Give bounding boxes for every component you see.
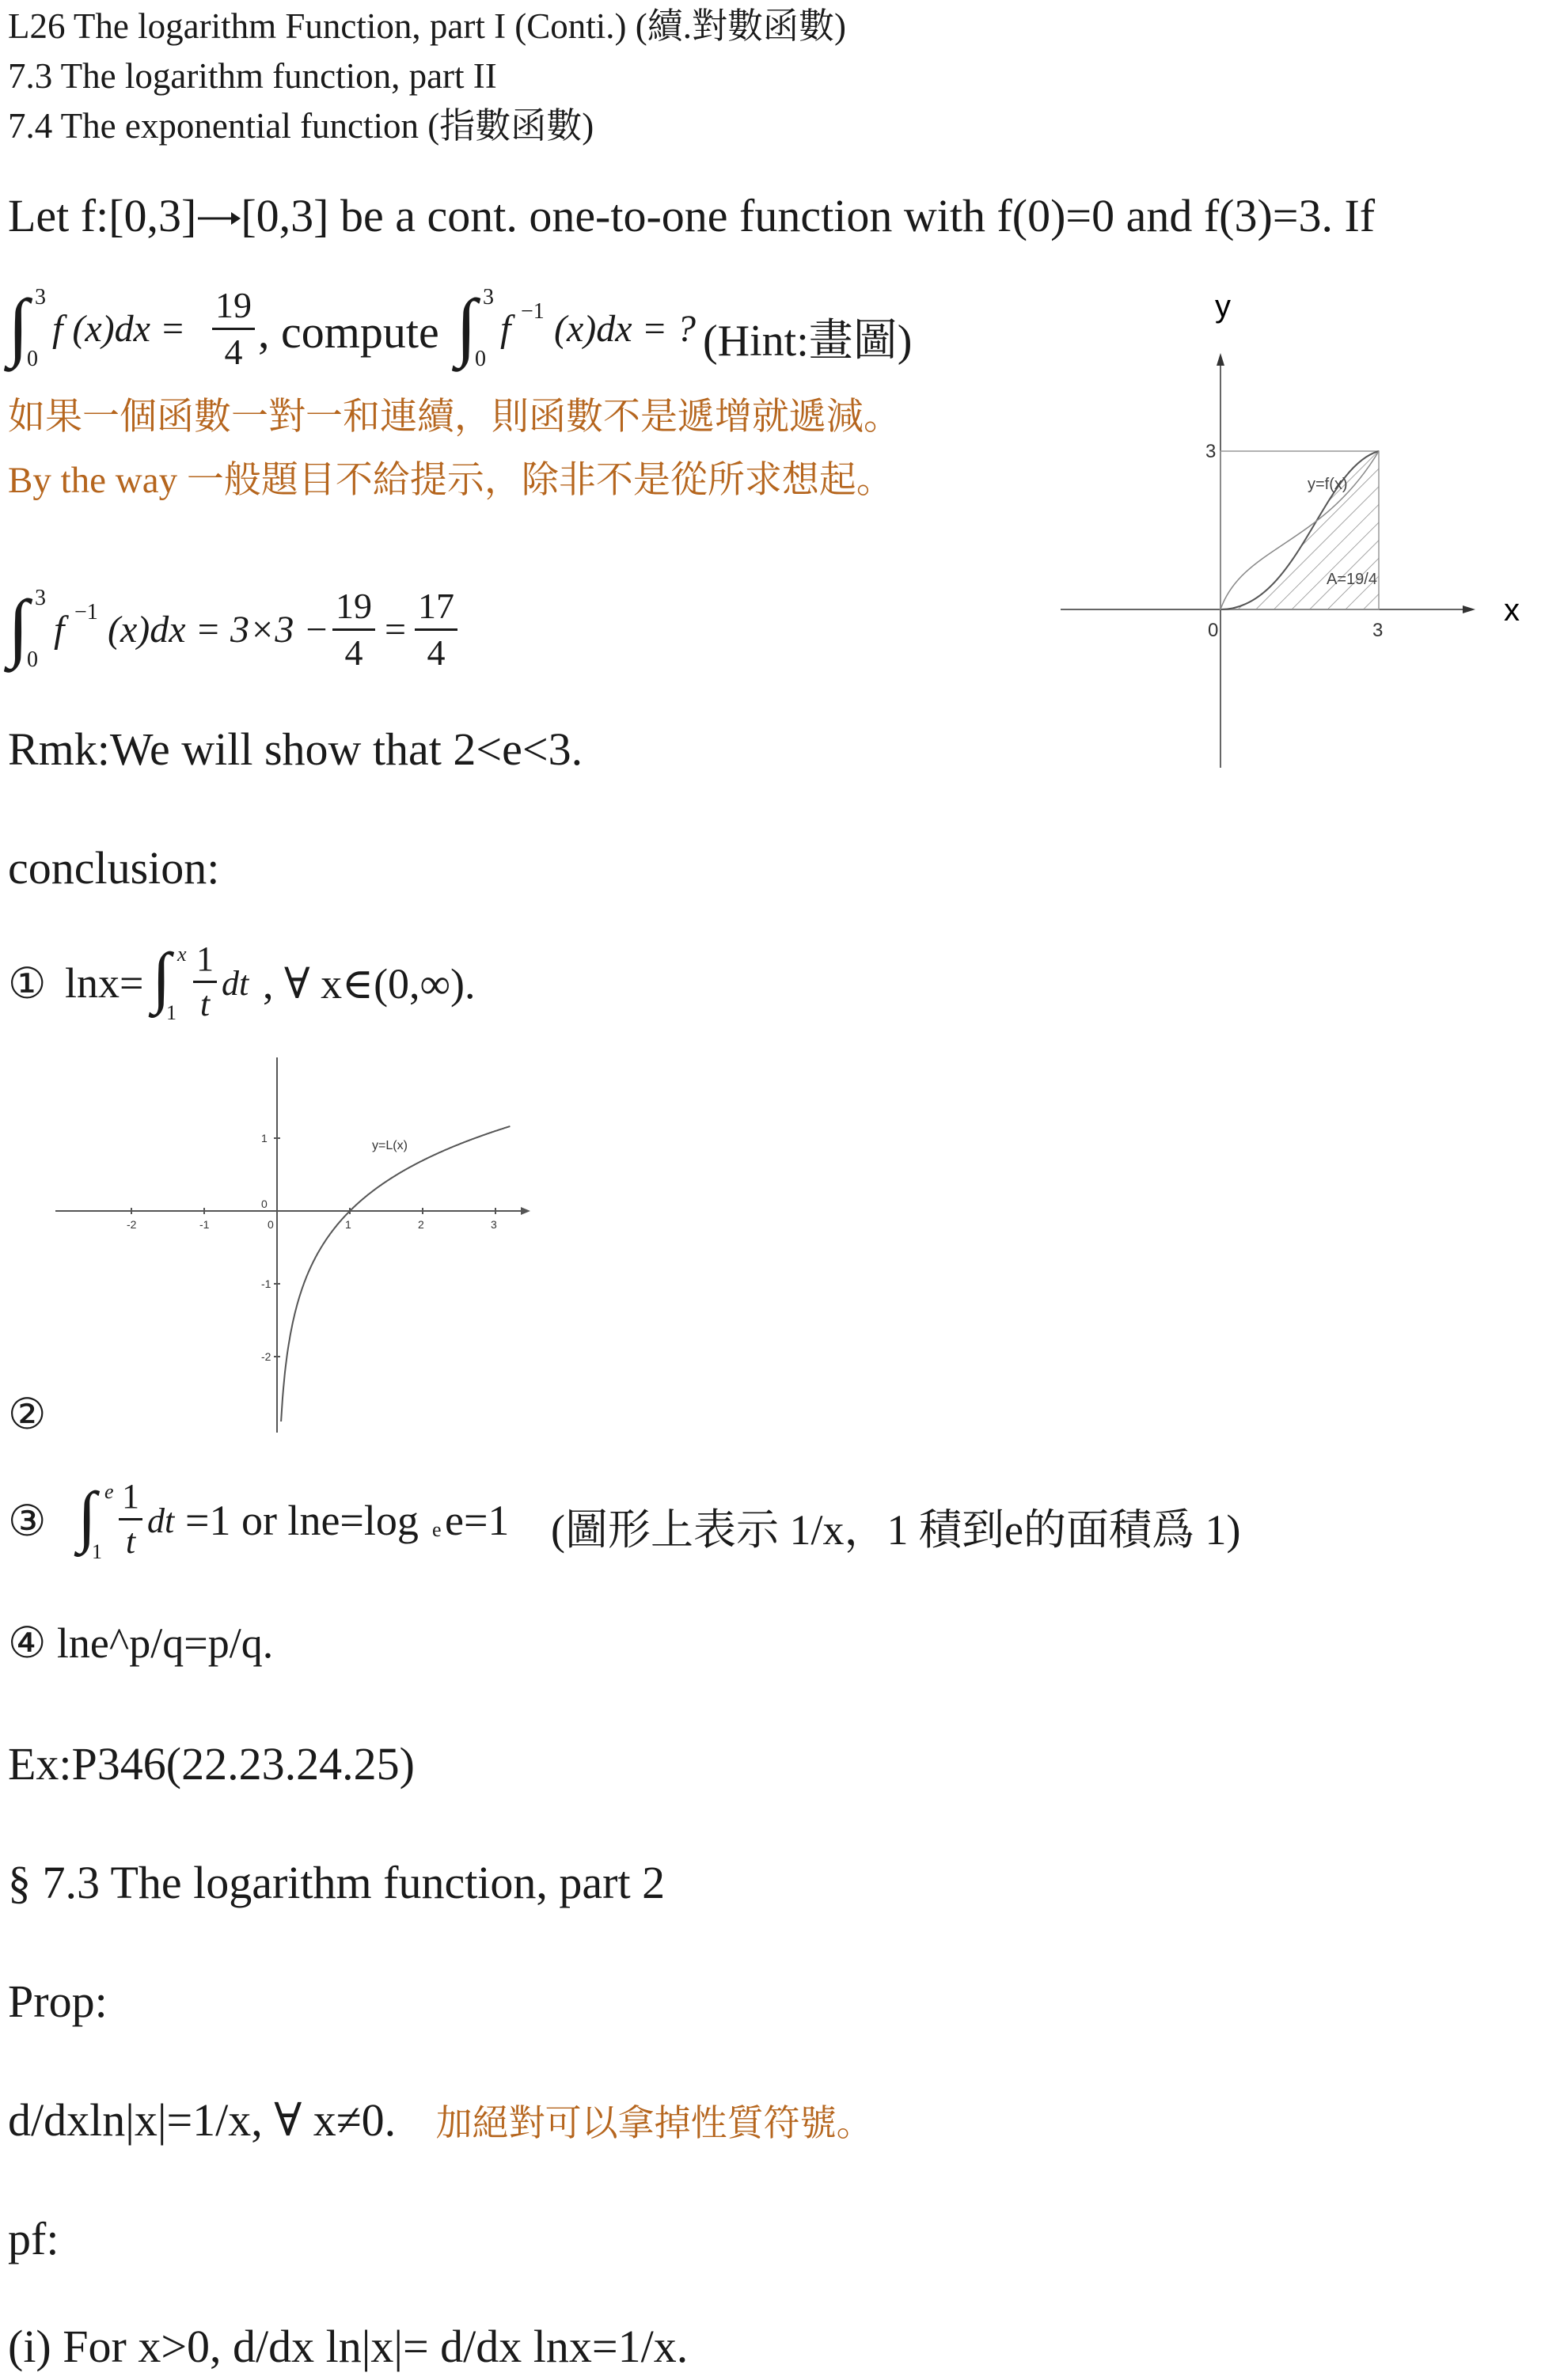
ln-curve <box>281 1126 510 1422</box>
graph1-axes <box>1061 353 1475 768</box>
y-tick-label: -2 <box>261 1350 271 1363</box>
item-3 <box>8 1474 1353 1577</box>
item3-denominator: t <box>125 1522 136 1561</box>
item3-lower-limit: 1 <box>92 1540 102 1563</box>
tick-x3-label: 3 <box>1372 620 1384 641</box>
sol-rest: (x)dx = 3×3 − <box>108 609 329 651</box>
integral-sign-icon: ∫ <box>8 283 29 368</box>
integral-upper-limit: 3 <box>35 285 46 309</box>
arrow-icon <box>196 185 241 241</box>
y-tick-label: 0 <box>261 1198 268 1210</box>
tick-y3-label: 3 <box>1205 441 1217 462</box>
prop-statement-row <box>8 2093 873 2151</box>
graph2-ticks <box>127 1132 497 1363</box>
item3-fraction <box>114 1475 147 1563</box>
item3-numerator: 1 <box>119 1475 142 1520</box>
y-tick-label: -1 <box>261 1277 271 1290</box>
problem-statement <box>8 188 1375 244</box>
eq2-inverse-sup: −1 <box>521 299 545 324</box>
item1-text: lnx= <box>65 959 144 1007</box>
section-heading: § 7.3 The logarithm function, part 2 <box>8 1857 666 1908</box>
sol-f: f <box>54 609 65 651</box>
marker-1: ① <box>8 960 47 1008</box>
sol-denominator-1: 4 <box>344 632 363 673</box>
x-tick-label: -1 <box>199 1218 210 1231</box>
x-axis-label: x <box>1504 593 1520 628</box>
sol-equals: = <box>385 609 407 651</box>
marker-2: ② <box>8 1391 47 1438</box>
item3-upper-limit: e <box>104 1480 114 1503</box>
ln-curve-label: y=L(x) <box>372 1139 408 1152</box>
header-line-2: 7.3 The logarithm function, part II <box>8 56 497 96</box>
item3-text-b: e=1 <box>445 1497 510 1544</box>
x-tick-label: 2 <box>418 1218 424 1231</box>
integral-lower-limit: 0 <box>27 347 38 371</box>
integral-sign-icon: ∫ <box>8 584 29 669</box>
eq1-lhs: f (x)dx = <box>52 308 186 350</box>
eq1-numerator: 19 <box>212 283 255 330</box>
integral-upper-limit: 3 <box>483 285 494 309</box>
x-tick-label: 0 <box>268 1218 274 1231</box>
header-line-3: 7.4 The exponential function (指數函數) <box>8 106 594 146</box>
item3-log-base: e <box>432 1518 442 1541</box>
conclusion-title: conclusion: <box>8 842 220 894</box>
item1-upper-limit: x <box>177 943 187 966</box>
x-tick-label: 3 <box>491 1218 497 1231</box>
sol-fraction-2 <box>410 584 462 675</box>
y-axis-arrow-icon <box>1217 353 1224 366</box>
sol-denominator-2: 4 <box>427 632 446 673</box>
integral-sign-icon: ∫ <box>78 1478 97 1554</box>
x-tick-label: -2 <box>127 1218 137 1231</box>
eq2-rest: (x)dx = ? <box>554 308 696 350</box>
item1-lower-limit: 1 <box>166 1001 177 1024</box>
origin-label: 0 <box>1208 620 1219 641</box>
integral-lower-limit: 0 <box>27 647 38 672</box>
graph2-axes <box>55 1057 530 1433</box>
prop-statement: d/dxln|x|=1/x, ∀ x≠0. <box>8 2094 397 2146</box>
item-1 <box>8 938 641 1041</box>
prop-note: 加絕對可以拿掉性質符號。 <box>435 2103 873 2143</box>
sol-inverse-sup: −1 <box>74 600 98 624</box>
note-hint: By the way 一般題目不給提示，除非不是從所求想起。 <box>8 460 894 501</box>
solution-equation <box>8 579 562 682</box>
x-axis-arrow-icon <box>521 1207 530 1215</box>
remark: Rmk:We will show that 2<e<3. <box>8 723 583 775</box>
compute-text: , compute <box>258 306 439 358</box>
item4-text: lne^p/q=p/q. <box>56 1619 274 1667</box>
item1-tail: , ∀ x∈(0,∞). <box>263 960 476 1008</box>
marker-4: ④ <box>8 1619 47 1667</box>
marker-3: ③ <box>8 1497 47 1545</box>
proof-label: pf: <box>8 2213 59 2264</box>
proof-step-1: (i) For x>0, d/dx ln|x|= d/dx lnx=1/x. <box>8 2321 689 2372</box>
integral-sign-icon: ∫ <box>456 283 477 368</box>
item3-dt: dt <box>147 1501 175 1540</box>
eq2-f: f <box>500 308 511 350</box>
y-axis-label: y <box>1215 289 1231 324</box>
eq1-fraction <box>207 283 260 374</box>
prop-label: Prop: <box>8 1976 108 2027</box>
eq1-denominator: 4 <box>224 332 243 372</box>
item1-numerator: 1 <box>193 938 217 983</box>
y-tick-label: 1 <box>261 1132 268 1144</box>
sol-fraction-1 <box>328 584 380 675</box>
integral-upper-limit: 3 <box>35 586 46 610</box>
item-4 <box>8 1618 273 1668</box>
header-line-1: L26 The logarithm Function, part I (Conti.) (續.對數函數) <box>8 6 847 46</box>
note-monotonic: 如果一個函數一對一和連續，則函數不是遞增就遞減。 <box>8 397 901 438</box>
sol-numerator-1: 19 <box>332 584 375 631</box>
equation-row-1 <box>8 279 958 381</box>
x-axis-arrow-icon <box>1463 605 1475 613</box>
hint-text: (Hint:畫圖) <box>703 317 913 366</box>
graph-ln <box>47 1053 554 1441</box>
item3-text-a: =1 or lne=log <box>185 1497 419 1544</box>
problem-statement-a: Let f:[0,3] <box>8 190 197 241</box>
item1-fraction <box>188 938 222 1026</box>
area-label: A=19/4 <box>1327 571 1377 588</box>
item1-denominator: t <box>199 985 211 1023</box>
integral-sign-icon: ∫ <box>152 939 171 1015</box>
sol-numerator-2: 17 <box>415 584 457 631</box>
integral-lower-limit: 0 <box>475 347 486 371</box>
problem-statement-b: [0,3] be a cont. one-to-one function with f(0)=0 and f(3)=3. If <box>241 190 1376 241</box>
curve-f-label: y=f(x) <box>1308 476 1348 493</box>
item3-note: (圖形上表示 1/x，1 積到e的面積爲 1) <box>551 1506 1241 1554</box>
exercise-reference: Ex:P346(22.23.24.25) <box>8 1738 415 1790</box>
graph-inverse-area <box>1061 285 1536 768</box>
item1-dt: dt <box>222 964 249 1003</box>
x-tick-label: 1 <box>345 1218 351 1231</box>
